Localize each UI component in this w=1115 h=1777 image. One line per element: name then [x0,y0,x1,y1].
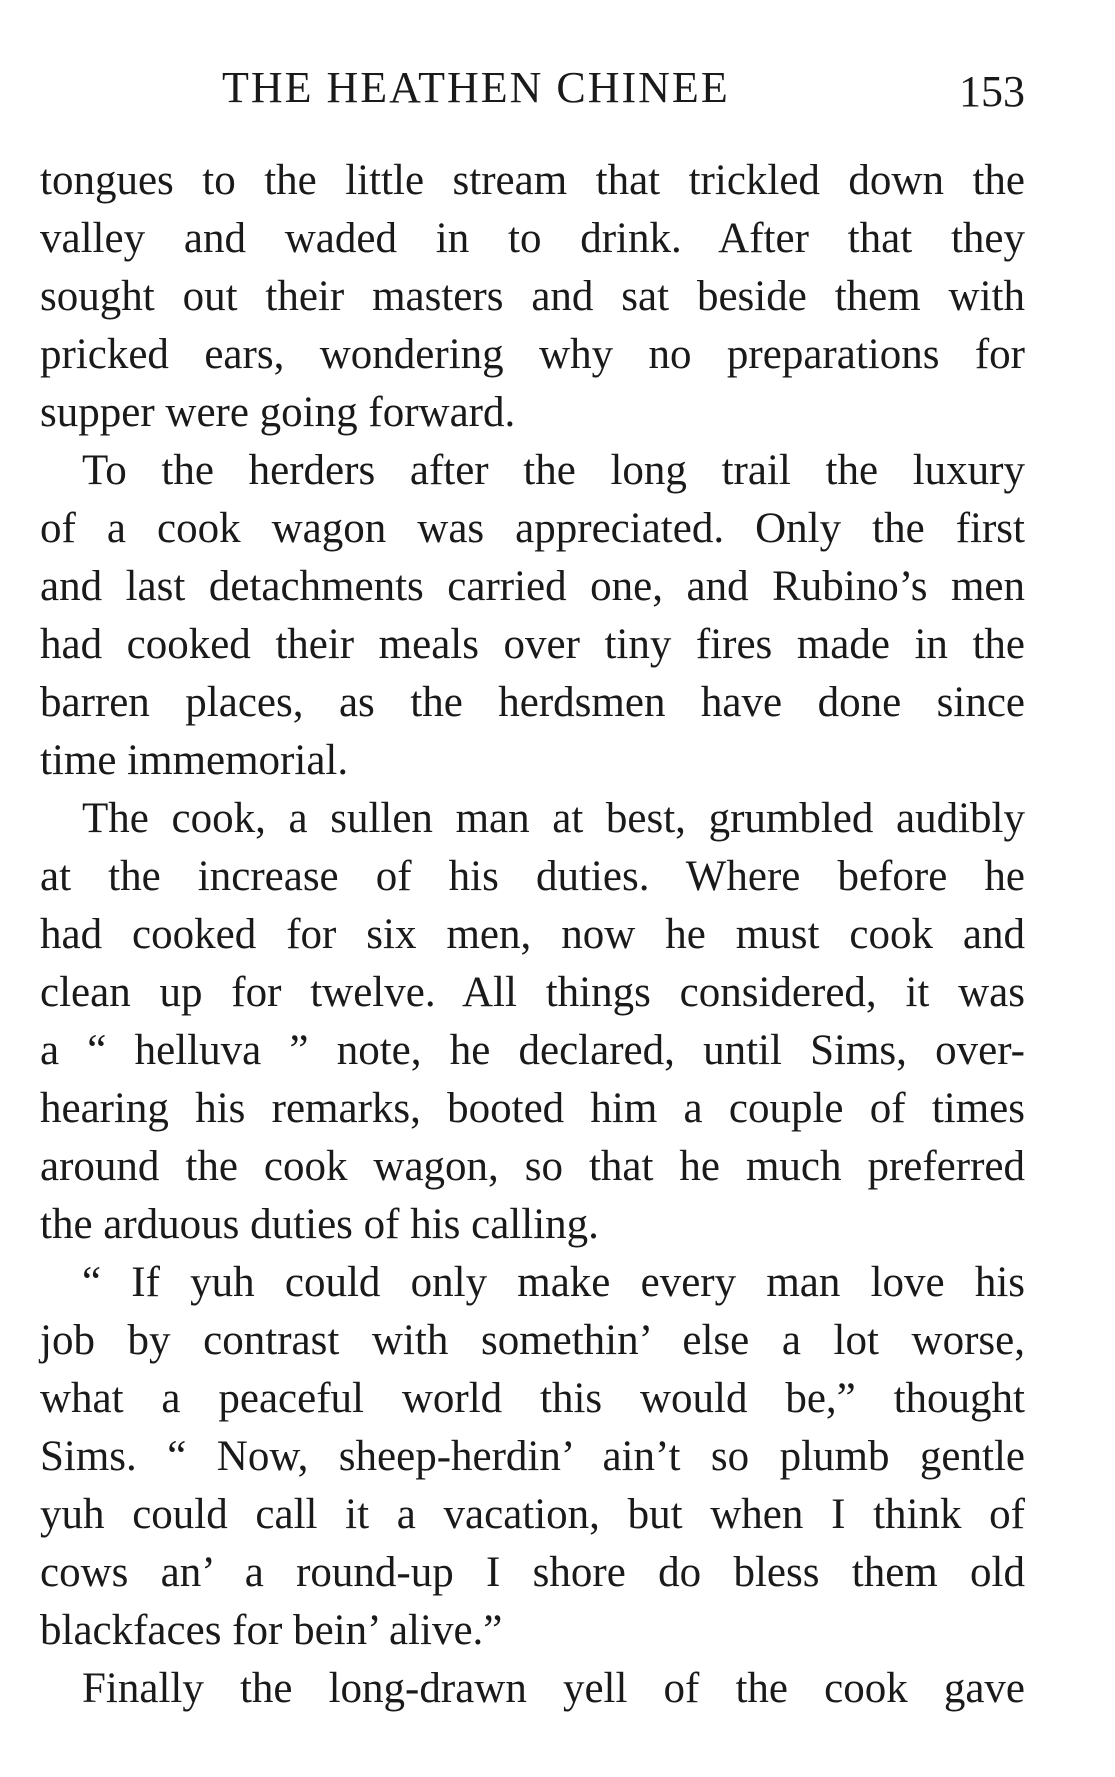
text-line: Sims. “ Now, sheep-herdin’ ain’t so plumb gentle [40,1433,1025,1480]
text-line: “ If yuh could only make every man love his [82,1259,1025,1306]
text-line: valley and waded in to drink. After that they [40,215,1025,262]
text-line: job by contrast with somethin’ else a lot worse, [40,1317,1025,1364]
body-text [40,152,1025,1718]
text-line: tongues to the little stream that trickled down the [40,157,1025,204]
text-line: pricked ears, wondering why no preparations for [40,331,1025,378]
text-line: time immemorial. [40,737,349,784]
text-line: cows an’ a round-up I shore do bless them old [40,1549,1025,1596]
text-line: The cook, a sullen man at best, grumbled audibly [82,795,1025,842]
running-title: THE HEATHEN CHINEE [222,63,730,112]
text-line: barren places, as the herdsmen have done since [40,679,1025,726]
text-line: Finally the long-drawn yell of the cook gave [82,1665,1025,1712]
text-line: hearing his remarks, booted him a couple of times [40,1085,1025,1132]
text-line: yuh could call it a vacation, but when I think of [40,1491,1025,1538]
text-line: blackfaces for bein’ alive.” [40,1607,503,1654]
text-line: sought out their masters and sat beside them with [40,273,1025,320]
text-line: clean up for twelve. All things considered, it was [40,969,1025,1016]
text-line: had cooked their meals over tiny fires made in the [40,621,1025,668]
text-line: at the increase of his duties. Where before he [40,853,1025,900]
text-line: had cooked for six men, now he must cook and [40,911,1025,958]
text-line: a “ helluva ” note, he declared, until Sims, over- [40,1027,1025,1074]
text-line: To the herders after the long trail the luxury [82,447,1025,494]
running-head [40,62,1025,122]
text-line: supper were going forward. [40,389,516,436]
text-line: around the cook wagon, so that he much preferred [40,1143,1025,1190]
text-line: of a cook wagon was appreciated. Only the first [40,505,1025,552]
text-line: and last detachments carried one, and Rubino’s men [40,563,1025,610]
page-number: 153 [959,67,1025,116]
text-line: what a peaceful world this would be,” thought [40,1375,1025,1422]
text-line: the arduous duties of his calling. [40,1201,599,1248]
